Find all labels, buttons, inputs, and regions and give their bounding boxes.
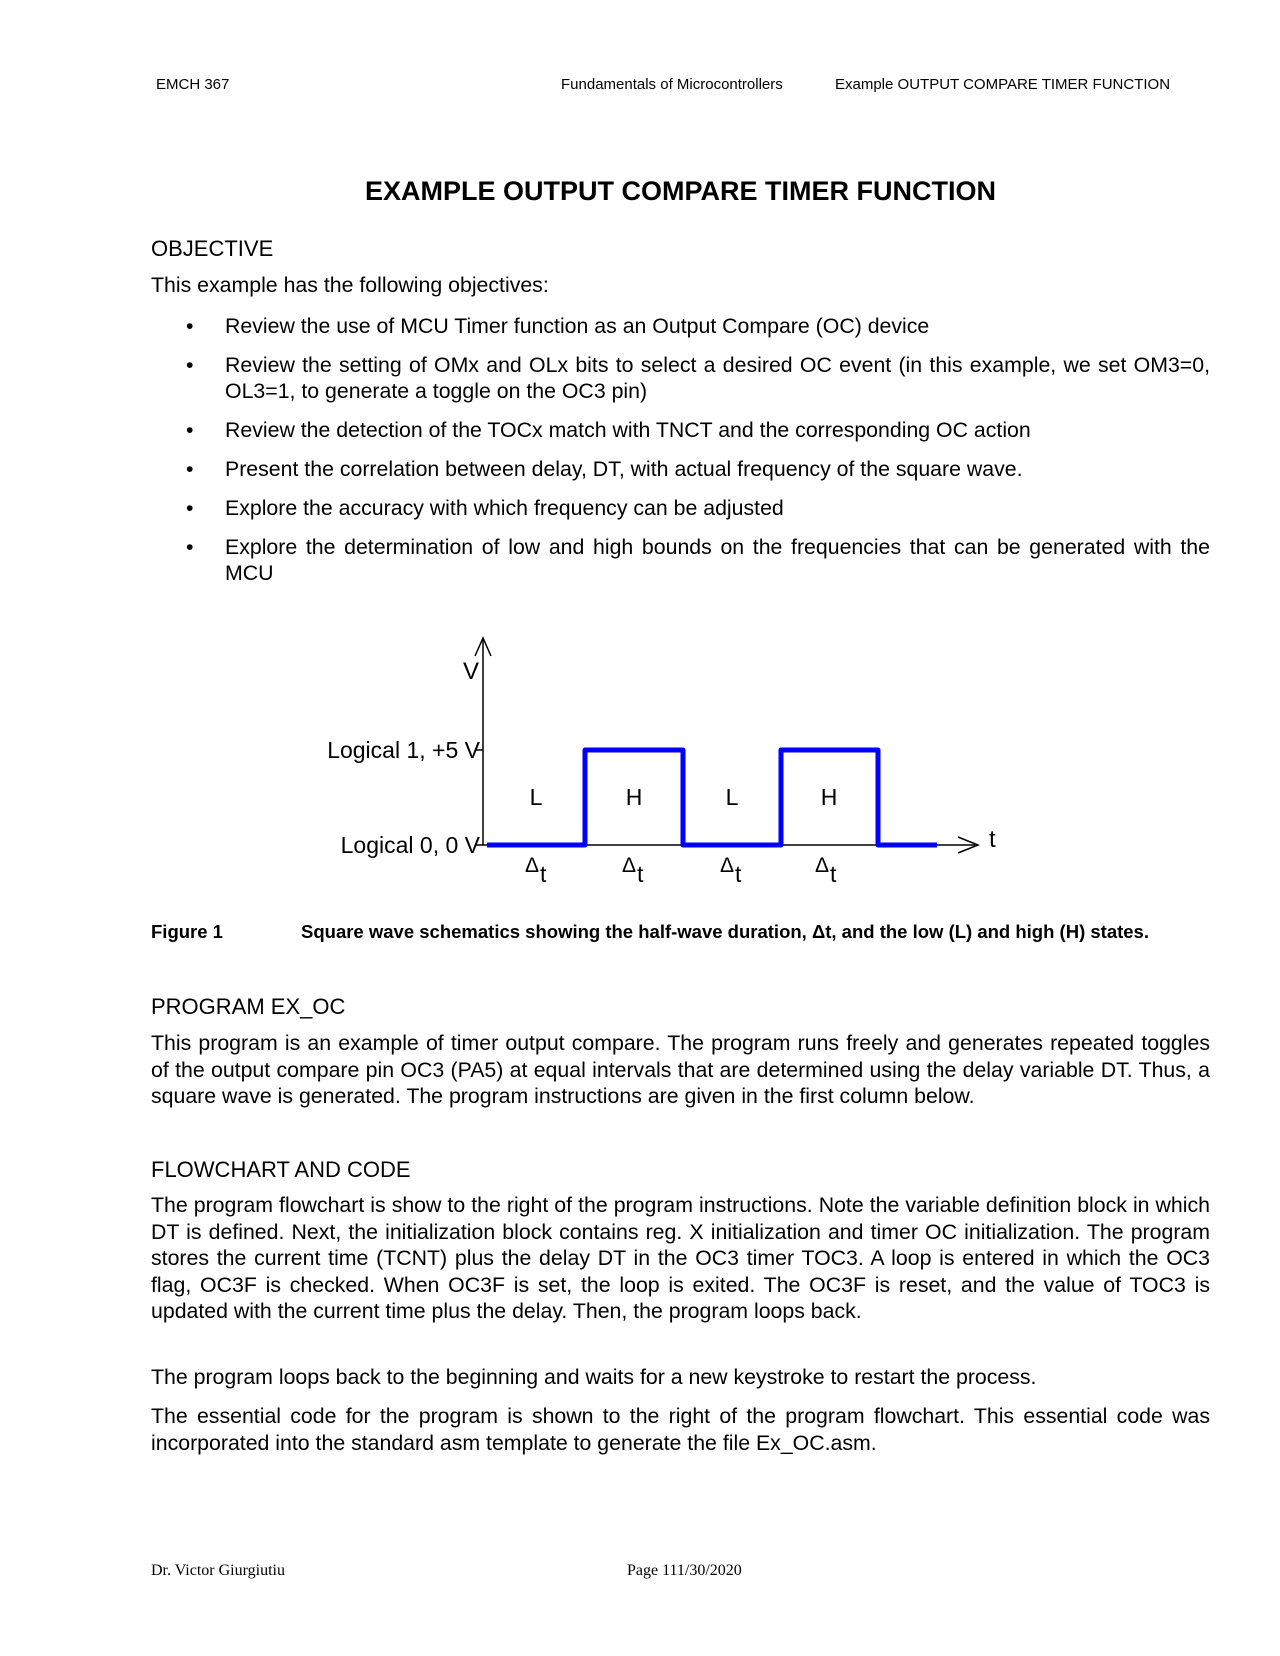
list-item-text: Explore the determination of low and high bounds on the frequencies that can be generated with the MCU: [225, 535, 1210, 585]
square-wave-figure: [0, 620, 1280, 910]
objective-list: [151, 313, 1210, 599]
state-label: L: [725, 784, 739, 810]
flowchart-paragraph: The program loops back to the beginning and waits for a new keystroke to restart the process.: [151, 1365, 1037, 1389]
bullet-icon: •: [186, 457, 194, 481]
header-subject: Fundamentals of Microcontrollers: [561, 76, 783, 93]
program-heading: PROGRAM EX_OC: [151, 994, 346, 1019]
list-item: [151, 534, 1210, 586]
delta-t-label: [720, 854, 742, 887]
footer-page: Page 111/30/2020: [627, 1562, 742, 1579]
list-item: [151, 495, 1210, 521]
list-item: [151, 456, 1210, 482]
list-item-text: Review the detection of the TOCx match with TNCT and the corresponding OC action: [225, 418, 1031, 442]
footer-author: Dr. Victor Giurgiutiu: [151, 1562, 285, 1579]
svg-text:Δ: Δ: [525, 854, 540, 877]
figure-caption: [151, 920, 1210, 944]
flowchart-heading: FLOWCHART AND CODE: [151, 1157, 411, 1182]
program-text: This program is an example of timer output compare. The program runs freely and generates repeated toggles of the output compare pin OC3 (PA5) at equal intervals that are determined using the delay variable DT. Thus, a square wave is generated. The program instructions are given in the first column below.: [151, 1031, 1210, 1108]
low-level-label: Logical 0, 0 V: [340, 832, 480, 858]
delta-t-label: [622, 854, 644, 887]
list-item-text: Present the correlation between delay, DT, with actual frequency of the square wave.: [225, 457, 1023, 481]
y-axis-label: V: [463, 658, 480, 685]
state-label: H: [820, 784, 838, 810]
list-item: [151, 352, 1210, 404]
svg-text:t: t: [540, 861, 547, 887]
bullet-icon: •: [186, 496, 194, 520]
delta-t-label: [525, 854, 547, 887]
svg-text:t: t: [830, 861, 837, 887]
header-topic: Example OUTPUT COMPARE TIMER FUNCTION: [835, 76, 1171, 93]
high-level-label: Logical 1, +5 V: [327, 737, 480, 763]
objective-heading: OBJECTIVE: [151, 236, 274, 261]
bullet-icon: •: [186, 353, 194, 377]
bullet-icon: •: [186, 314, 194, 338]
state-label: H: [625, 784, 643, 810]
objective-intro: This example has the following objectives:: [151, 273, 549, 297]
svg-text:t: t: [735, 861, 742, 887]
figure-number: Figure 1: [151, 921, 223, 942]
figure-caption-text: Square wave schematics showing the half-wave duration, Δt, and the low (L) and high (H) states.: [301, 921, 1149, 942]
list-item: [151, 417, 1210, 443]
state-label: L: [529, 784, 543, 810]
svg-text:Δ: Δ: [720, 854, 735, 877]
list-item: [151, 313, 1210, 339]
svg-text:t: t: [637, 861, 644, 887]
list-item-text: Review the setting of OMx and OLx bits to select a desired OC event (in this example, we set OM3=0, OL3=1, to generate a toggle on the OC3 pin): [225, 353, 1210, 403]
bullet-icon: •: [186, 418, 194, 442]
header-course: EMCH 367: [156, 76, 230, 93]
page-title: EXAMPLE OUTPUT COMPARE TIMER FUNCTION: [365, 176, 996, 206]
bullet-icon: •: [186, 535, 194, 559]
square-wave: [487, 750, 937, 845]
flowchart-paragraph: The essential code for the program is shown to the right of the program flowchart. This essential code was incorporated into the standard asm template to generate the file Ex_OC.asm.: [151, 1404, 1210, 1455]
flowchart-paragraph: The program flowchart is show to the right of the program instructions. Note the variable definition block in which DT is defined. Next, the initialization block contains reg. X initialization and timer OC initialization. The program stores the current time (TCNT) plus the delay DT in the OC3 timer TOC3. A loop is entered in which the OC3 flag, OC3F is checked. When OC3F is set, the loop is exited. The OC3F is reset, and the value of TOC3 is updated with the current time plus the delay. Then, the program loops back.: [151, 1193, 1210, 1323]
delta-t-label: [815, 854, 837, 887]
svg-text:Δ: Δ: [622, 854, 637, 877]
svg-text:Δ: Δ: [815, 854, 830, 877]
list-item-text: Explore the accuracy with which frequency can be adjusted: [225, 496, 784, 520]
x-axis-label: t: [989, 826, 996, 853]
list-item-text: Review the use of MCU Timer function as an Output Compare (OC) device: [225, 314, 930, 338]
